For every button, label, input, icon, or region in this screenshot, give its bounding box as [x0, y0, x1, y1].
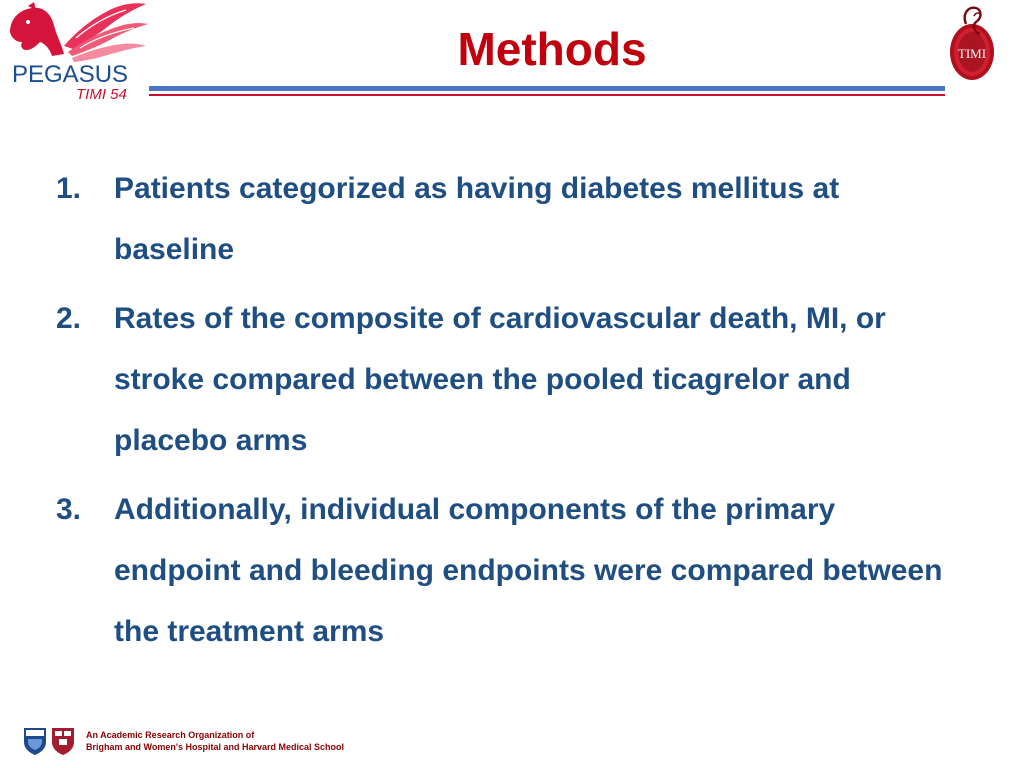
footer-affiliation [86, 729, 344, 753]
methods-list-item [56, 288, 966, 471]
methods-item-text: Additionally, individual components of the primary endpoint and bleeding endpoints were compared between the treatment arms [114, 493, 943, 648]
timi-logo-text: TIMI [957, 46, 987, 61]
methods-list [56, 158, 966, 670]
footer-shields [22, 726, 78, 756]
pegasus-logo-subtitle: TIMI 54 [76, 86, 127, 103]
methods-item-text: Rates of the composite of cardiovascular death, MI, or stroke compared between the pooled ticagrelor and placebo arms [114, 302, 886, 457]
timi-logo-icon [944, 4, 1000, 84]
harvard-shield-icon [52, 728, 74, 755]
pegasus-logo-name: PEGASUS [12, 61, 129, 88]
footer-line-1: An Academic Research Organization of [86, 730, 255, 740]
methods-list-item [56, 158, 966, 280]
bwh-shield-icon [24, 728, 46, 755]
methods-item-number: 3. [56, 493, 82, 526]
title-rule-red [149, 94, 945, 96]
methods-item-number: 2. [56, 302, 82, 335]
methods-list-item [56, 479, 966, 662]
title-rule-blue [149, 86, 945, 91]
methods-item-text: Patients categorized as having diabetes mellitus at baseline [114, 172, 840, 266]
page-title: Methods [457, 23, 647, 75]
footer-line-2: Brigham and Women's Hospital and Harvard Medical School [86, 742, 345, 752]
methods-item-number: 1. [56, 172, 82, 205]
